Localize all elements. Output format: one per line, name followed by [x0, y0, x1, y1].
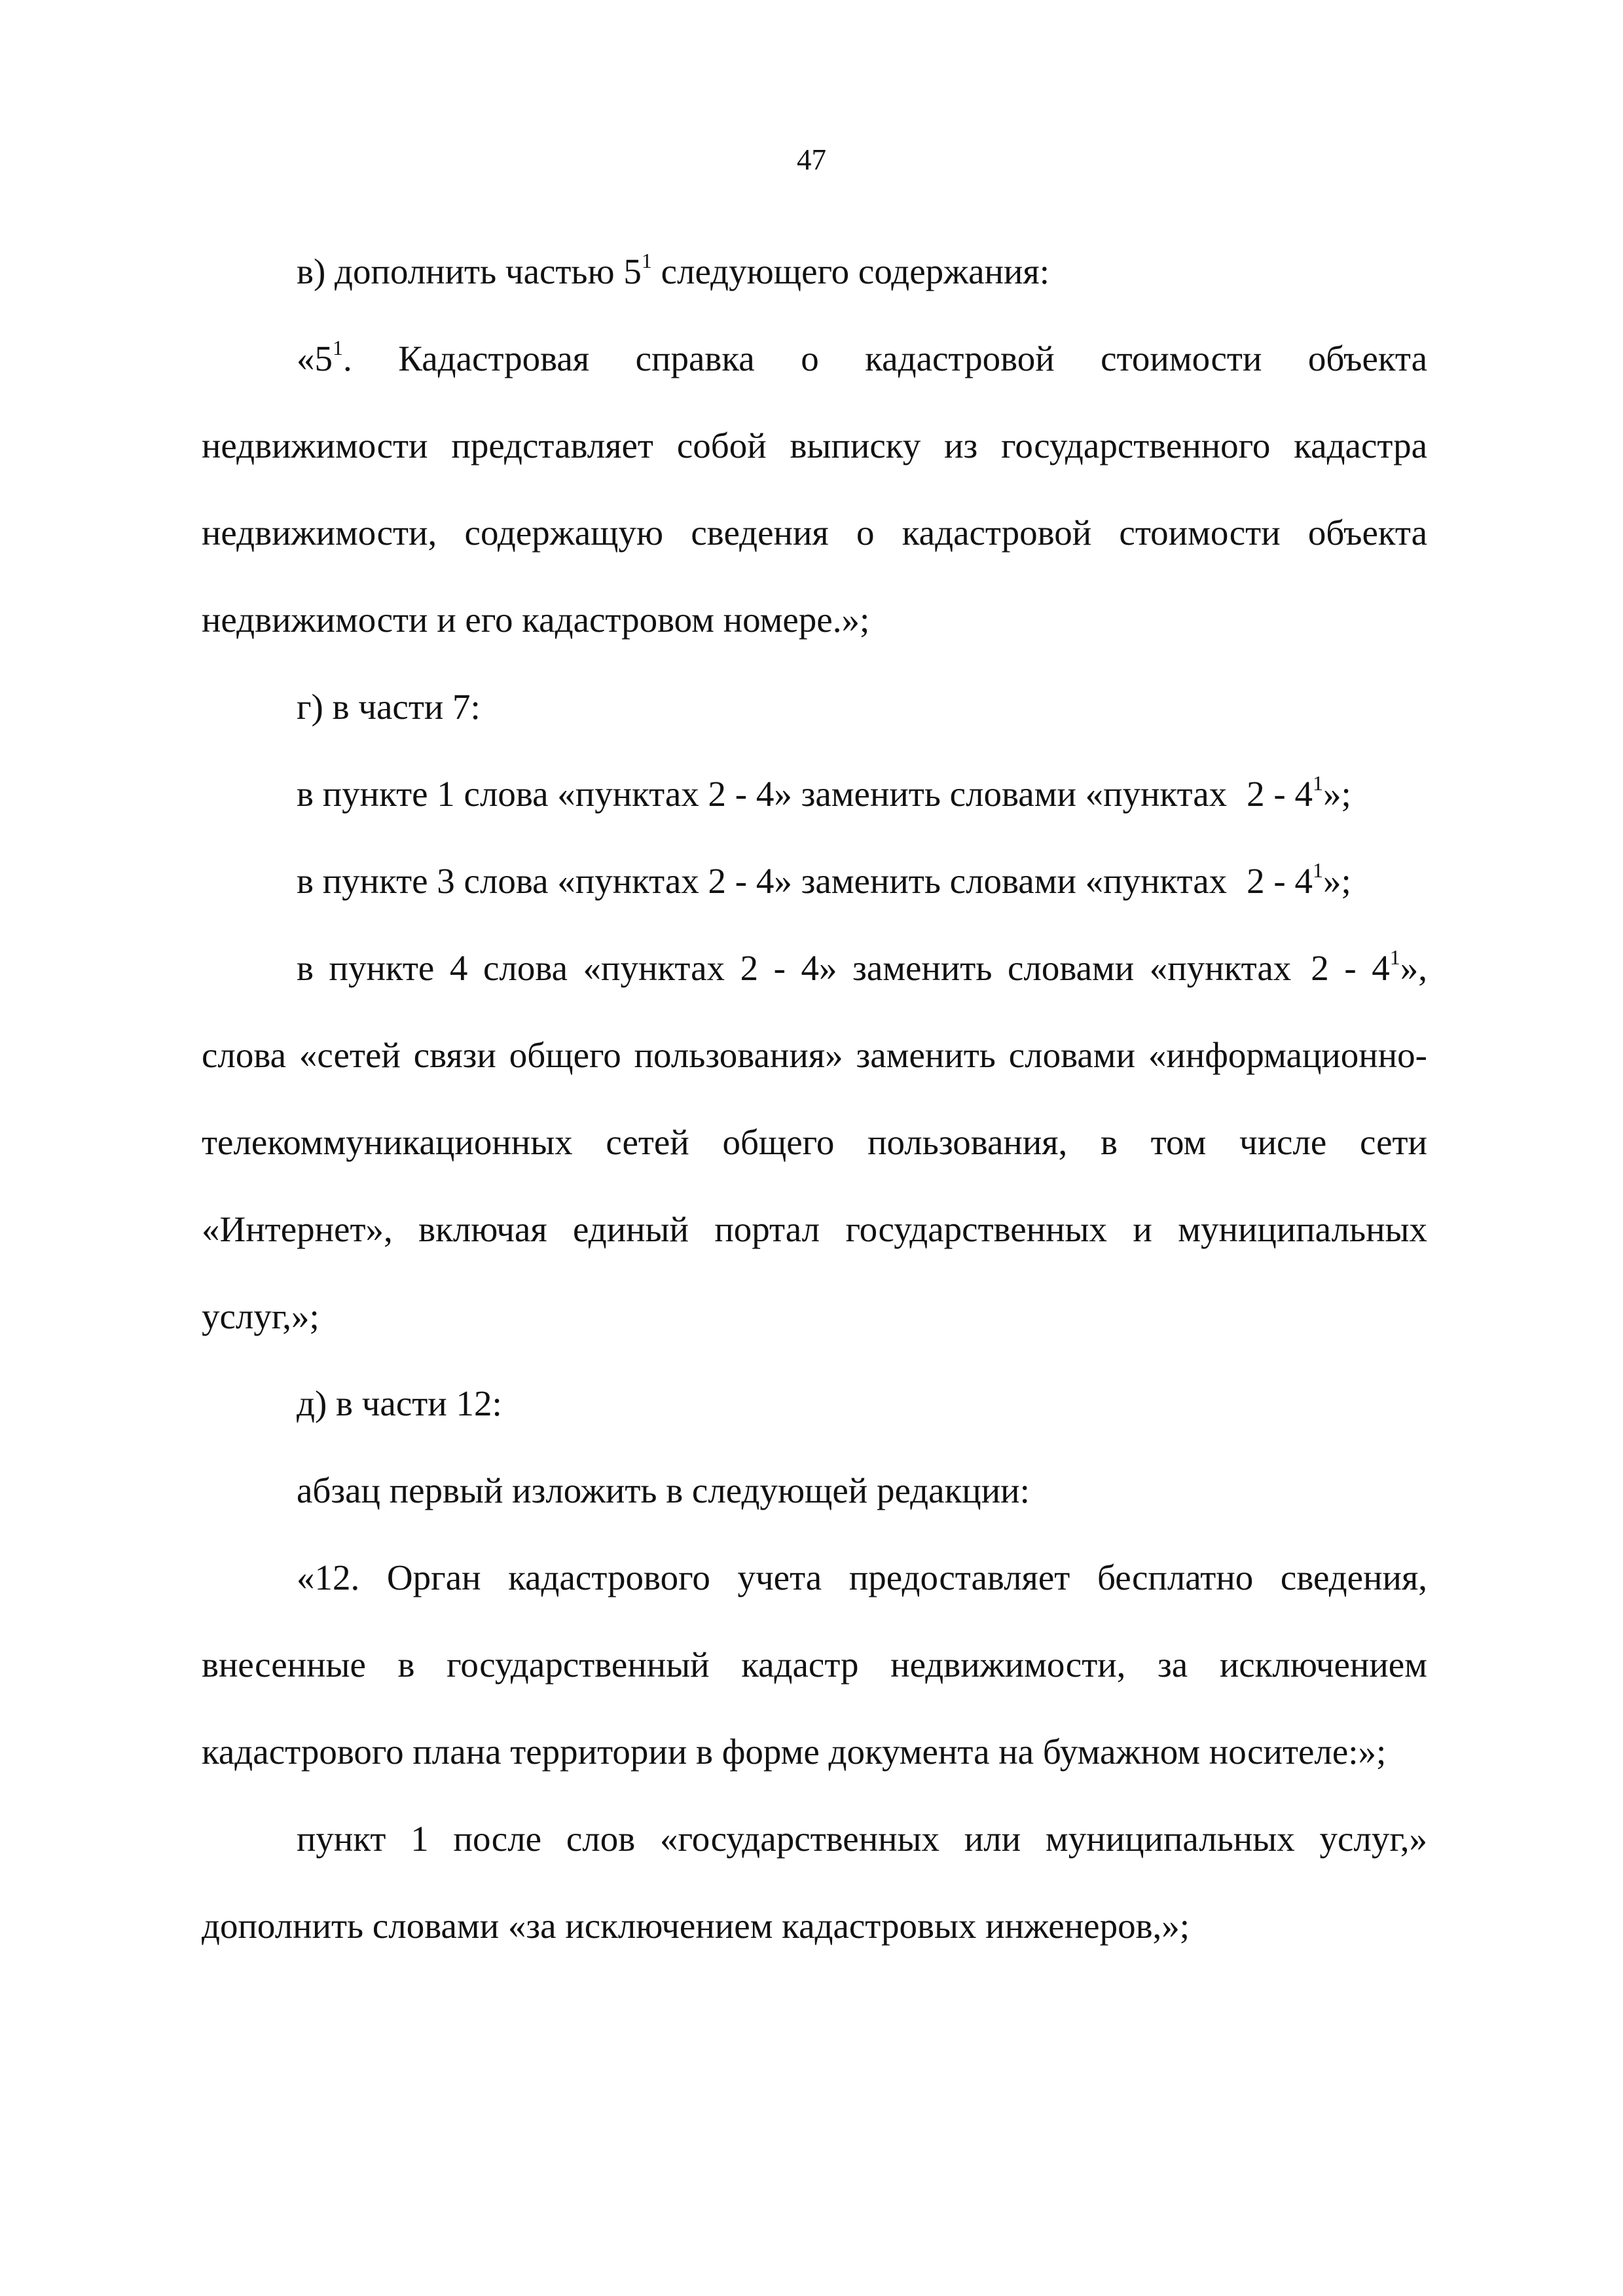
- superscript: 1: [641, 249, 652, 272]
- superscript: 1: [1389, 945, 1400, 969]
- paragraph-cadastral-certificate: [202, 315, 1427, 663]
- paragraph-part-12-text: «12. Орган кадастрового учета предоставляет бесплатно сведения, внесенные в государственный кадастр недвижимости, за исключением кадастрового плана территории в форме документа на бумажном носителе:»;: [202, 1558, 1427, 1772]
- page-number: 47: [797, 143, 826, 176]
- paragraph-first-abzac: абзац первый изложить в следующей редакции:: [297, 1470, 1030, 1510]
- superscript: 1: [1313, 858, 1323, 882]
- paragraph-part-12: д) в части 12:: [297, 1383, 502, 1423]
- paragraph-item-1-addition: пункт 1 после слов «государственных или муниципальных услуг,» дополнить словами «за исключением кадастровых инженеров,»;: [202, 1819, 1427, 1946]
- paragraph-text: в пункте 4 слова «пунктах 2 - 4» заменить словами «пунктах: [297, 948, 1292, 988]
- paragraph-item-3: [202, 837, 1427, 924]
- paragraph-text: 2 - 4: [1311, 948, 1390, 988]
- paragraph-item-1: [202, 750, 1427, 837]
- paragraph-text: »;: [1323, 861, 1351, 901]
- superscript: 1: [333, 336, 343, 359]
- paragraph-text: в пункте 1 слова «пунктах 2 - 4» заменить словами «пунктах: [297, 774, 1228, 814]
- paragraph-text: »;: [1323, 774, 1351, 814]
- paragraph-text: следующего содержания:: [651, 251, 1050, 291]
- superscript: 1: [1313, 771, 1323, 795]
- paragraph-text: в пункте 3 слова «пунктах 2 - 4» заменить словами «пунктах: [297, 861, 1228, 901]
- paragraph-part-7: г) в части 7:: [297, 687, 481, 727]
- paragraph-text: 2 - 4: [1247, 774, 1313, 814]
- document-body: [202, 228, 1427, 1969]
- paragraph-text: 2 - 4: [1247, 861, 1313, 901]
- paragraph-text: », слова «сетей связи общего пользования» заменить словами «информационно-телекоммуникационных сетей общего пользования, в том числе сети «Интернет», включая единый портал государственных и муниципальных услуг,»;: [202, 948, 1427, 1336]
- paragraph-text: «5: [297, 338, 333, 378]
- paragraph-text: . Кадастровая справка о кадастровой стоимости объекта недвижимости представляет собой выписку из государственного кадастра недвижимости, содержащую сведения о кадастровой стоимости объекта недвижимости и его кадастровом номере.»;: [202, 338, 1427, 640]
- paragraph-amend-part-5-1: [202, 228, 1427, 315]
- paragraph-text: в) дополнить частью 5: [297, 251, 642, 291]
- paragraph-item-4: [202, 924, 1427, 1360]
